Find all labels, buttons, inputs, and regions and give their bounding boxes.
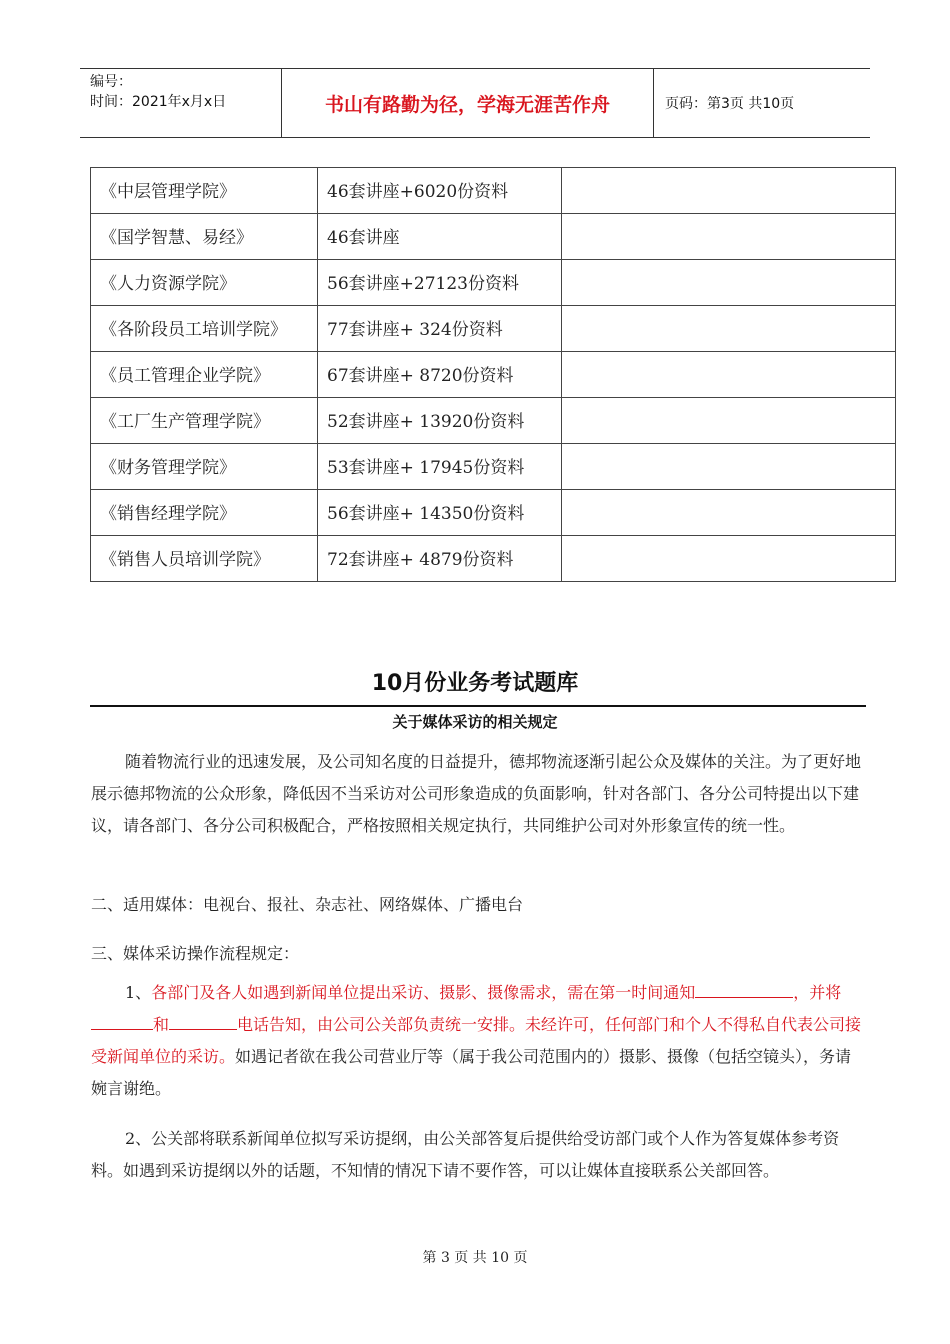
item-1-red-text-d: 电话告知，由公司公关部负责统一安排。未经许可，任何部门和个人不得私自代表公司接受新闻单位的采访。 xyxy=(91,1015,862,1066)
table-cell-name: 《销售人员培训学院》 xyxy=(91,536,318,582)
table-cell-content: 67套讲座+ 8720份资料 xyxy=(318,352,562,398)
intro-paragraph: 随着物流行业的迅速发展，及公司知名度的日益提升，德邦物流逐渐引起公众及媒体的关注。为了更好地展示德邦物流的公众形象，降低因不当采访对公司形象造成的负面影响，针对各部门、各分公司特提出以下建议，请各部门、各分公司积极配合，严格按照相关规定执行，共同维护公司对外形象宣传的统一性。 xyxy=(91,752,862,835)
table-cell-extra xyxy=(562,214,896,260)
table-cell-name: 《中层管理学院》 xyxy=(91,168,318,214)
header-motto: 书山有路勤为径，学海无涯苦作舟 xyxy=(282,69,654,137)
page-footer: 第 3 页 共 10 页 xyxy=(422,1250,528,1266)
table-row xyxy=(91,214,896,260)
table-cell-extra xyxy=(562,306,896,352)
section-process-heading: 三、媒体采访操作流程规定： xyxy=(91,944,300,963)
table-row xyxy=(91,490,896,536)
table-cell-extra xyxy=(562,352,896,398)
table-cell-name: 《各阶段员工培训学院》 xyxy=(91,306,318,352)
item-1-paragraph xyxy=(91,977,863,1105)
table-row xyxy=(91,444,896,490)
table-cell-name: 《工厂生产管理学院》 xyxy=(91,398,318,444)
table-cell-content: 56套讲座+27123份资料 xyxy=(318,260,562,306)
table-cell-name: 《销售经理学院》 xyxy=(91,490,318,536)
header-meta xyxy=(80,69,282,137)
table-cell-extra xyxy=(562,444,896,490)
section-applicable-media: 二、适用媒体：电视台、报社、杂志社、网络媒体、广播电台 xyxy=(91,895,524,914)
table-row xyxy=(91,306,896,352)
table-cell-content: 56套讲座+ 14350份资料 xyxy=(318,490,562,536)
table-row xyxy=(91,398,896,444)
table-cell-content: 53套讲座+ 17945份资料 xyxy=(318,444,562,490)
table-row xyxy=(91,536,896,582)
table-cell-content: 72套讲座+ 4879份资料 xyxy=(318,536,562,582)
table-cell-extra xyxy=(562,398,896,444)
resource-table xyxy=(90,167,896,582)
table-cell-name: 《财务管理学院》 xyxy=(91,444,318,490)
fill-blank-3 xyxy=(169,1011,237,1030)
item-2-paragraph: 2、公关部将联系新闻单位拟写采访提纲，由公关部答复后提供给受访部门或个人作为答复媒体参考资料。如遇到采访提纲以外的话题，不知情的情况下请不要作答，可以让媒体直接联系公关部回答。 xyxy=(91,1129,840,1180)
table-row xyxy=(91,168,896,214)
title-divider xyxy=(90,705,866,707)
table-row xyxy=(91,352,896,398)
item-1-black-text: 如遇记者欲在我公司营业厅等（属于我公司范围内的）摄影、摄像（包括空镜头），务请婉言谢绝。 xyxy=(91,1047,852,1098)
table-cell-content: 77套讲座+ 324份资料 xyxy=(318,306,562,352)
item-1-red-text-a: 各部门及各人如遇到新闻单位提出采访、摄影、摄像需求，需在第一时间通知 xyxy=(151,983,696,1002)
table-cell-name: 《人力资源学院》 xyxy=(91,260,318,306)
header-page-info: 页码：第3页 共10页 xyxy=(665,96,795,112)
item-1-red-text-b: ，并将 xyxy=(793,983,842,1002)
table-cell-name: 《国学智慧、易经》 xyxy=(91,214,318,260)
table-cell-extra xyxy=(562,168,896,214)
table-row xyxy=(91,260,896,306)
table-cell-extra xyxy=(562,536,896,582)
fill-blank-2 xyxy=(91,1011,153,1030)
table-cell-name: 《员工管理企业学院》 xyxy=(91,352,318,398)
table-cell-content: 46套讲座 xyxy=(318,214,562,260)
item-1-red-text-c: 和 xyxy=(153,1015,170,1034)
document-subtitle: 关于媒体采访的相关规定 xyxy=(392,713,558,731)
page-header xyxy=(80,68,870,138)
fill-blank-1 xyxy=(695,979,793,998)
date-label: 时间：2021年x月x日 xyxy=(90,94,227,110)
table-cell-content: 46套讲座+6020份资料 xyxy=(318,168,562,214)
code-label: 编号： xyxy=(90,74,132,90)
document-title: 10月份业务考试题库 xyxy=(371,671,579,696)
table-cell-content: 52套讲座+ 13920份资料 xyxy=(318,398,562,444)
table-cell-extra xyxy=(562,490,896,536)
item-1-number: 1、 xyxy=(125,983,152,1002)
table-cell-extra xyxy=(562,260,896,306)
